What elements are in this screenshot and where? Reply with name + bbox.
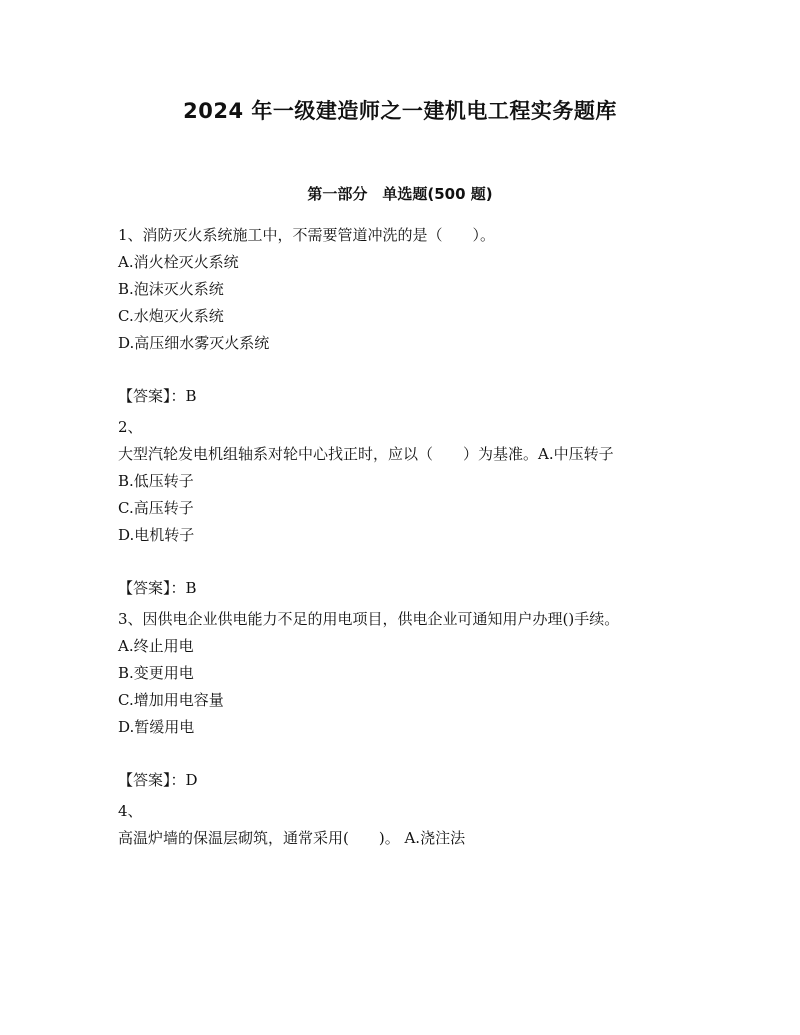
question-number: 2、 xyxy=(118,418,143,436)
answer-label: 【答案】：B xyxy=(118,579,197,597)
answer-label: 【答案】：D xyxy=(118,771,198,789)
question-stem: 高温炉墙的保温层砌筑，通常采用( )。 A.浇注法 xyxy=(118,829,466,847)
document-title: 2024 年一级建造师之一建机电工程实务题库 xyxy=(183,99,617,123)
question-item xyxy=(118,222,683,410)
option-d: D.高压细水雾灭火系统 xyxy=(118,334,270,352)
option-b: B.低压转子 xyxy=(118,472,194,490)
question-item xyxy=(118,606,683,794)
question-item xyxy=(118,414,683,602)
option-b: B.泡沫灭火系统 xyxy=(118,280,224,298)
question-list xyxy=(118,222,683,852)
answer-label: 【答案】：B xyxy=(118,387,197,405)
question-stem: 1、消防灭火系统施工中，不需要管道冲洗的是（ ）。 xyxy=(118,226,496,244)
option-c: C.增加用电容量 xyxy=(118,691,224,709)
section-heading: 第一部分 单选题(500 题) xyxy=(307,185,493,203)
question-number: 4、 xyxy=(118,802,143,820)
question-item xyxy=(118,798,683,852)
option-a: A.终止用电 xyxy=(118,637,194,655)
option-b: B.变更用电 xyxy=(118,664,194,682)
option-c: C.高压转子 xyxy=(118,499,194,517)
question-stem: 大型汽轮发电机组轴系对轮中心找正时，应以（ ）为基准。A.中压转子 xyxy=(118,445,614,463)
option-c: C.水炮灭火系统 xyxy=(118,307,224,325)
option-d: D.暂缓用电 xyxy=(118,718,195,736)
option-a: A.消火栓灭火系统 xyxy=(118,253,239,271)
question-stem: 3、因供电企业供电能力不足的用电项目，供电企业可通知用户办理()手续。 xyxy=(118,610,620,628)
option-d: D.电机转子 xyxy=(118,526,195,544)
